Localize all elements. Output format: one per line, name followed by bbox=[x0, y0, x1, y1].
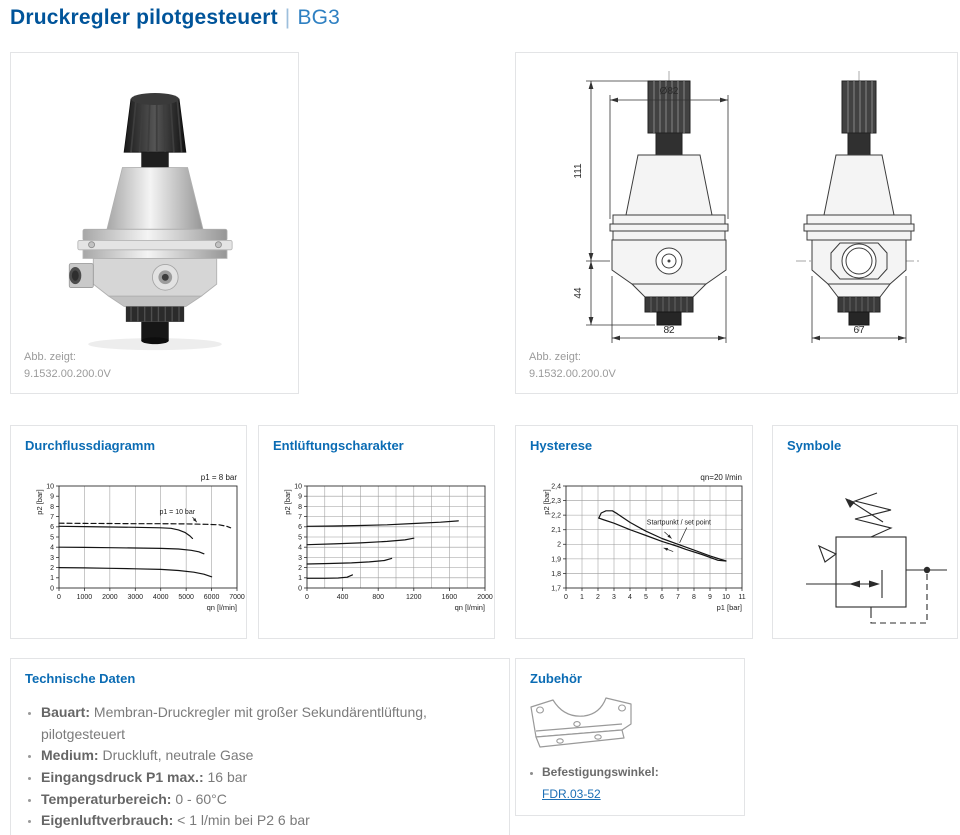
tech-item-value: 16 bar bbox=[207, 769, 248, 786]
svg-text:2: 2 bbox=[50, 565, 54, 572]
svg-text:qn=20 l/min: qn=20 l/min bbox=[700, 473, 742, 482]
hysteresis-header: Hysterese bbox=[530, 438, 593, 453]
dim-width-side: 67 bbox=[853, 325, 865, 336]
tech-item-label: Bauart: bbox=[41, 704, 91, 720]
accessories-header: Zubehör bbox=[530, 671, 582, 686]
svg-text:p2 [bar]: p2 [bar] bbox=[542, 489, 551, 515]
page-title bbox=[10, 6, 340, 30]
vent-characteristics-header: Entlüftungscharakter bbox=[273, 438, 404, 453]
tech-item-bauart bbox=[41, 702, 483, 745]
hysteresis-panel bbox=[515, 425, 753, 639]
drawing-caption-line1: Abb. zeigt: bbox=[529, 350, 581, 363]
svg-text:0: 0 bbox=[50, 585, 54, 593]
svg-text:5: 5 bbox=[50, 534, 54, 542]
svg-text:1200: 1200 bbox=[406, 594, 422, 601]
flow-chart bbox=[13, 470, 246, 628]
tech-item-label: Eigenluftverbrauch: bbox=[41, 812, 174, 829]
accessory-item bbox=[542, 762, 744, 805]
vent-chart bbox=[261, 470, 494, 628]
svg-text:5: 5 bbox=[644, 594, 648, 601]
flow-diagram-header: Durchflussdiagramm bbox=[25, 438, 156, 453]
regulator-knob bbox=[124, 93, 186, 168]
side-view-drawing bbox=[774, 67, 944, 367]
svg-text:1: 1 bbox=[50, 575, 54, 583]
svg-text:0: 0 bbox=[564, 594, 568, 601]
svg-text:8: 8 bbox=[692, 594, 696, 601]
symbols-panel bbox=[772, 425, 958, 639]
pneumatic-symbol bbox=[779, 462, 954, 637]
svg-text:10: 10 bbox=[46, 483, 54, 491]
regulator-bonnet bbox=[107, 168, 203, 230]
product-photo-panel bbox=[10, 52, 299, 394]
svg-text:1: 1 bbox=[298, 575, 302, 583]
technical-data-panel bbox=[10, 658, 510, 835]
symbol-vent-triangle bbox=[819, 546, 836, 562]
svg-text:1,7: 1,7 bbox=[551, 585, 561, 593]
svg-text:1600: 1600 bbox=[441, 594, 458, 601]
svg-text:3: 3 bbox=[298, 554, 302, 562]
svg-text:2: 2 bbox=[557, 541, 561, 549]
tech-item-value: Membran-Druckregler mit großer Sekundärentlüftung, pilotgesteuert bbox=[41, 704, 427, 742]
svg-text:10: 10 bbox=[722, 594, 730, 601]
svg-text:800: 800 bbox=[372, 594, 385, 601]
tech-item-label: Eingangsdruck P1 max.: bbox=[41, 769, 204, 786]
drawing-caption-line2: 9.1532.00.200.0V bbox=[529, 367, 616, 380]
svg-text:7: 7 bbox=[298, 514, 302, 521]
dim-width-front: 82 bbox=[663, 325, 675, 336]
symbol-junction-dot bbox=[924, 567, 930, 573]
svg-text:3000: 3000 bbox=[127, 594, 144, 601]
svg-text:8: 8 bbox=[298, 503, 302, 511]
photo-caption-line2: 9.1532.00.200.0V bbox=[24, 367, 111, 380]
svg-text:1000: 1000 bbox=[76, 594, 93, 601]
svg-text:p1 = 10 bar: p1 = 10 bar bbox=[159, 509, 196, 517]
svg-text:4000: 4000 bbox=[152, 594, 169, 601]
front-view-body bbox=[610, 81, 728, 325]
svg-text:2000: 2000 bbox=[102, 594, 118, 601]
svg-text:1,8: 1,8 bbox=[551, 570, 561, 578]
tech-item-label: Medium: bbox=[41, 747, 99, 764]
regulator-body bbox=[69, 258, 216, 306]
svg-text:11: 11 bbox=[738, 594, 746, 601]
photo-caption bbox=[24, 349, 111, 383]
product-photo bbox=[35, 69, 275, 369]
svg-text:5: 5 bbox=[298, 534, 302, 542]
symbol-pilot-line bbox=[871, 574, 927, 623]
page-title-separator: | bbox=[284, 6, 291, 29]
flow-diagram-panel bbox=[10, 425, 247, 639]
svg-text:p1 [bar]: p1 [bar] bbox=[716, 603, 742, 612]
svg-text:6000: 6000 bbox=[203, 594, 220, 601]
svg-text:2,1: 2,1 bbox=[551, 527, 561, 535]
front-view-drawing bbox=[554, 67, 769, 367]
svg-text:p2 [bar]: p2 [bar] bbox=[283, 489, 292, 515]
svg-text:5000: 5000 bbox=[178, 594, 194, 601]
svg-text:7: 7 bbox=[676, 594, 680, 601]
svg-text:0: 0 bbox=[305, 594, 309, 601]
accessory-label: Befestigungswinkel: bbox=[542, 765, 659, 779]
technical-data-header: Technische Daten bbox=[25, 671, 136, 686]
svg-text:7000: 7000 bbox=[229, 594, 245, 601]
accessory-link[interactable]: FDR.03-52 bbox=[542, 786, 601, 801]
svg-text:qn [l/min]: qn [l/min] bbox=[454, 603, 485, 612]
tech-item-medium bbox=[41, 745, 483, 767]
dim-diameter: Ø82 bbox=[659, 86, 679, 97]
tech-item-label: Temperaturbereich: bbox=[41, 790, 172, 807]
svg-text:6: 6 bbox=[298, 524, 302, 532]
svg-text:8: 8 bbox=[50, 503, 54, 511]
dimension-drawing-panel bbox=[515, 52, 958, 394]
svg-text:2000: 2000 bbox=[477, 594, 493, 601]
hysteresis-chart bbox=[518, 470, 751, 628]
svg-text:6: 6 bbox=[660, 594, 664, 601]
svg-text:qn [l/min]: qn [l/min] bbox=[206, 603, 237, 612]
tech-item-value: Druckluft, neutrale Gase bbox=[102, 747, 254, 764]
svg-text:2,2: 2,2 bbox=[551, 512, 561, 520]
svg-text:3: 3 bbox=[612, 594, 616, 601]
svg-text:1: 1 bbox=[580, 594, 584, 601]
symbols-header: Symbole bbox=[787, 438, 842, 453]
svg-text:7: 7 bbox=[50, 514, 54, 521]
svg-text:2,4: 2,4 bbox=[551, 483, 561, 491]
tech-item-temperatur bbox=[41, 789, 483, 811]
accessories-panel bbox=[515, 658, 745, 816]
technical-data-list bbox=[11, 702, 483, 832]
svg-text:4: 4 bbox=[50, 544, 54, 552]
svg-text:2: 2 bbox=[596, 594, 600, 601]
vent-characteristics-panel bbox=[258, 425, 495, 639]
svg-text:2,3: 2,3 bbox=[551, 497, 561, 505]
svg-text:4: 4 bbox=[298, 544, 302, 552]
svg-text:400: 400 bbox=[336, 594, 349, 601]
svg-text:p2 [bar]: p2 [bar] bbox=[35, 489, 44, 515]
regulator-flange bbox=[78, 229, 232, 258]
dim-height-total: 111 bbox=[573, 163, 584, 179]
symbol-body-box bbox=[836, 537, 906, 607]
mounting-bracket-image bbox=[526, 693, 641, 757]
svg-text:1,9: 1,9 bbox=[551, 556, 561, 564]
side-view-body bbox=[804, 81, 914, 325]
svg-text:3: 3 bbox=[50, 554, 54, 562]
page-title-main: Druckregler pilotgesteuert bbox=[10, 6, 278, 29]
svg-text:2: 2 bbox=[298, 565, 302, 572]
tech-item-value: < 1 l/min bei P2 6 bar bbox=[177, 812, 310, 829]
svg-text:4: 4 bbox=[628, 594, 632, 601]
tech-item-eigenluft bbox=[41, 810, 483, 832]
svg-text:9: 9 bbox=[708, 594, 712, 601]
svg-text:9: 9 bbox=[298, 493, 302, 501]
tech-item-value: 0 - 60°C bbox=[175, 790, 227, 807]
svg-text:0: 0 bbox=[57, 594, 61, 601]
svg-text:0: 0 bbox=[298, 585, 302, 593]
svg-text:p1 = 8 bar: p1 = 8 bar bbox=[200, 473, 237, 482]
dim-height-lower: 44 bbox=[573, 287, 584, 299]
accessories-list bbox=[516, 762, 744, 805]
svg-text:6: 6 bbox=[50, 524, 54, 532]
photo-caption-line1: Abb. zeigt: bbox=[24, 350, 76, 363]
svg-text:Startpunkt / set point: Startpunkt / set point bbox=[646, 519, 712, 527]
page-title-sub: BG3 bbox=[297, 6, 341, 29]
svg-text:10: 10 bbox=[294, 483, 302, 491]
svg-text:9: 9 bbox=[50, 493, 54, 501]
drawing-caption bbox=[529, 349, 616, 383]
tech-item-eingangsdruck bbox=[41, 767, 483, 789]
